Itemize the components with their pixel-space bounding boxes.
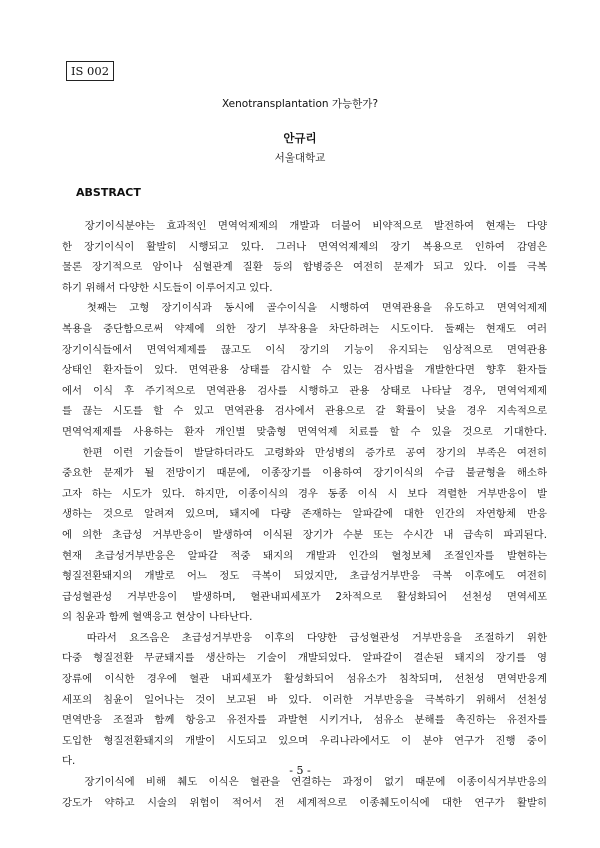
- body-line: 에서 이식 후 주기적으로 면역관용 검사를 시행하고 관용 상태로 나타날 경우, 면역억제제: [62, 384, 547, 397]
- body-line: 고자 하는 시도가 있다. 하지만, 이종이식의 경우 동종 이식 시 보다 격렬한 거부반응이 발: [62, 487, 547, 500]
- body-line: 한 장기이식이 활발히 시행되고 있다. 그러나 면역억제제의 장기 복용으로 인하여 감염은: [62, 240, 547, 253]
- body-line: 를 끊는 시도를 할 수 있고 면역관용 검사에서 관용으로 갈 확률이 낮을 경우 지속적으로: [62, 405, 547, 418]
- body-line: 에 의한 초급성 거부반응이 발생하여 이식된 장기가 수분 또는 수시간 내 급속히 파괴된다.: [62, 528, 547, 541]
- document-code-box: IS 002: [66, 61, 114, 81]
- body-line: 장기이식들에서 면역억제제를 끊고도 이식 장기의 기능이 유지되는 임상적으로 면역관용: [62, 343, 547, 356]
- page-number: - 5 -: [289, 764, 311, 777]
- body-line: 면역억제제를 사용하는 환자 개인별 맞춤형 면역억제 치료를 할 수 있을 것으로 기대한다.: [62, 425, 547, 438]
- body-line: 의 침윤과 함께 혈액응고 현상이 나타난다.: [62, 611, 253, 624]
- paper-title: Xenotransplantation 가능한가?: [221, 98, 379, 110]
- body-line: 다.: [62, 755, 76, 768]
- body-line: 면역반응 조절과 함께 항응고 유전자를 과발현 시키거나, 섬유소 분해를 촉진하는 유전자를: [62, 714, 547, 727]
- body-line: 도입한 형질전환돼지의 개발이 시도되고 있으며 우리나라에서도 이 분야 연구가 진행 중이: [62, 734, 547, 747]
- body-line: 장기이식에 비해 췌도 이식은 혈관을 연결하는 과정이 없기 때문에 이종이식거부반응의: [62, 776, 547, 789]
- body-line: 따라서 요즈음은 초급성거부반응 이후의 다양한 급성혈관성 거부반응을 조절하기 위한: [62, 631, 547, 644]
- body-line: 중요한 문제가 될 전망이기 때문에, 이종장기를 이용하여 장기이식의 수급 불균형을 해소하: [62, 467, 547, 480]
- body-line: 생하는 것으로 알려져 있으며, 돼지에 다량 존재하는 알파갈에 대한 인간의 자연항체 반응: [62, 508, 547, 521]
- body-line: 상태인 환자들이 있다. 면역관용 상태를 감시할 수 있는 검사법을 개발한다면 향후 환자들: [62, 364, 547, 377]
- body-line: 급성혈관성 거부반응이 발생하며, 혈관내피세포가 2차적으로 활성화되어 선천성 면역세포: [62, 590, 547, 603]
- author-name: 안규리: [283, 131, 317, 145]
- body-line: 세포의 침윤이 일어나는 것이 보고된 바 있다. 이러한 거부반응을 극복하기 위해서 선천성: [62, 693, 547, 706]
- body-line: 다중 형질전환 무균돼지를 생산하는 기술이 개발되었다. 알파갈이 결손된 돼지의 장기를 영: [62, 652, 547, 665]
- abstract-heading: ABSTRACT: [76, 186, 141, 199]
- body-line: 한편 이런 기술들이 발달하더라도 고령화와 만성병의 증가로 공여 장기의 부족은 여전히: [62, 446, 547, 459]
- body-line: 형질전환돼지의 개발로 어느 정도 극복이 되었지만, 초급성거부반응 극복 이후에도 여전히: [62, 570, 547, 583]
- body-line: 장류에 이식한 경우에 혈관 내피세포가 활성화되어 섬유소가 침착되며, 선천성 면역반응계: [62, 673, 547, 686]
- body-line: 강도가 약하고 시술의 위험이 적어서 전 세계적으로 이종췌도이식에 대한 연구가 활발히: [62, 796, 547, 809]
- body-line: 복용을 중단함으로써 약제에 의한 장기 부작용을 차단하려는 시도이다. 둘째는 현재도 여러: [62, 322, 547, 335]
- author-affiliation: 서울대학교: [274, 152, 326, 164]
- body-line: 물론 장기적으로 암이나 심혈관계 질환 등의 합병증은 여전히 문제가 되고 있다. 이를 극복: [62, 261, 547, 274]
- body-line: 장기이식분야는 효과적인 면역억제제의 개발과 더불어 비약적으로 발전하여 현재는 다양: [62, 220, 547, 232]
- body-line: 하기 위해서 다양한 시도들이 이루어지고 있다.: [62, 281, 273, 294]
- body-line: 첫째는 고형 장기이식과 동시에 골수이식을 시행하여 면역관용을 유도하고 면역억제제: [62, 302, 547, 315]
- body-line: 현재 초급성거부반응은 알파갈 적중 돼지의 개발과 인간의 혈청보체 조절인자를 발현하는: [62, 549, 547, 562]
- abstract-body: [62, 216, 547, 813]
